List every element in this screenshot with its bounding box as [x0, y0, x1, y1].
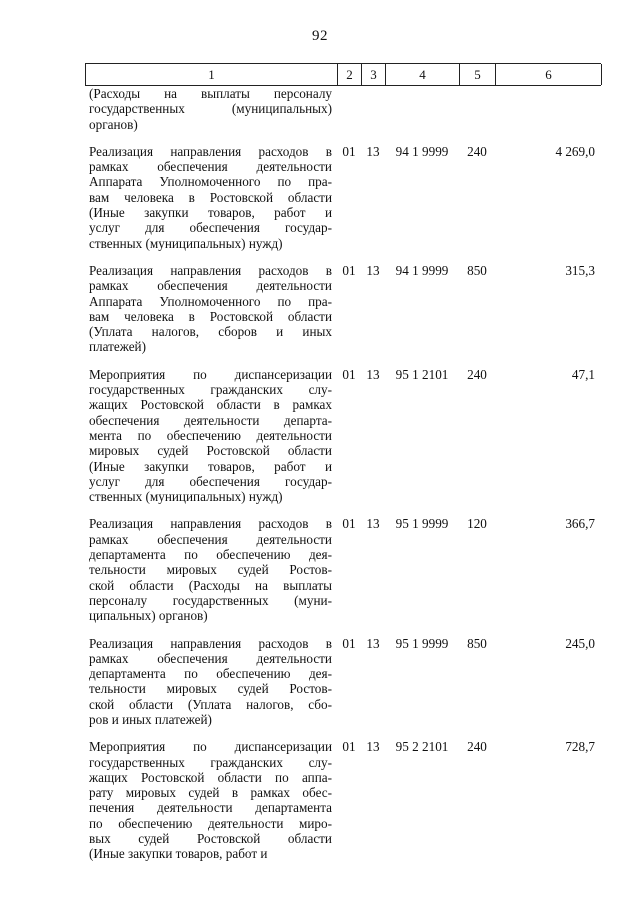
- description-line: Реализация направления расходов в: [89, 143, 332, 159]
- row-spacer: [85, 504, 601, 516]
- row-description: [85, 144, 337, 251]
- description-line: услуг для обеспечения государ-: [89, 473, 332, 489]
- amount: 47,1: [571, 366, 595, 382]
- description-line: жащих Ростовской области в рамках: [89, 397, 332, 413]
- target-article-code: 95 1 9999: [395, 516, 449, 532]
- column-header-2: 2: [338, 64, 362, 85]
- row-description: [85, 367, 337, 505]
- description-line: Мероприятия по диспансеризации: [89, 366, 332, 382]
- description-line: (Иные закупки товаров, работ и: [89, 205, 332, 221]
- expense-type-code: 240: [467, 143, 487, 159]
- description-line: Аппарата Уполномоченного по пра-: [89, 174, 332, 190]
- section-code: 01: [342, 366, 356, 382]
- target-article-code: 94 1 9999: [395, 143, 449, 159]
- description-line: Реализация направления расходов в: [89, 635, 332, 651]
- description-line: Реализация направления расходов в: [89, 262, 332, 278]
- section-code: 01: [342, 635, 356, 651]
- description-line: рамках обеспечения деятельности: [89, 159, 332, 175]
- section-code: 01: [342, 516, 356, 532]
- description-line: по обеспечению деятельности миро-: [89, 815, 332, 831]
- description-line: мента по обеспечению деятельности: [89, 427, 332, 443]
- description-line: рамках обеспечения деятельности: [89, 531, 332, 547]
- table-row: [85, 636, 601, 728]
- subsection-code: 13: [366, 739, 380, 755]
- description-line: (Расходы на выплаты персоналу: [89, 86, 332, 101]
- row-description: [85, 263, 337, 355]
- row-description: [85, 516, 337, 623]
- amount: 728,7: [565, 739, 595, 755]
- description-line: Реализация направления расходов в: [89, 516, 332, 532]
- table-row: [85, 263, 601, 355]
- expense-type-code: 120: [467, 516, 487, 532]
- description-line: печения деятельности департамента: [89, 800, 332, 816]
- description-line: органов): [89, 116, 138, 132]
- subsection-code: 13: [366, 516, 380, 532]
- expense-type-code: 850: [467, 262, 487, 278]
- table-header-row: [85, 63, 601, 86]
- description-line: государственных гражданских слу-: [89, 382, 332, 398]
- table-row: [85, 516, 601, 623]
- subsection-code: 13: [366, 262, 380, 278]
- expense-type-code: [459, 86, 495, 132]
- column-header-5: 5: [460, 64, 496, 85]
- expense-type-code: 240: [467, 366, 487, 382]
- description-line: департамента по обеспечению дея-: [89, 666, 332, 682]
- table-body: [85, 86, 601, 862]
- column-header-4: 4: [386, 64, 460, 85]
- row-spacer: [85, 624, 601, 636]
- row-spacer: [85, 251, 601, 263]
- description-line: государственных (муниципальных): [89, 101, 332, 117]
- description-line: вых судей Ростовской области: [89, 831, 332, 847]
- description-line: тельности мировых судей Ростов-: [89, 562, 332, 578]
- subsection-code: [361, 86, 385, 132]
- description-line: услуг для обеспечения государ-: [89, 220, 332, 236]
- column-header-1: 1: [86, 64, 338, 85]
- amount: 366,7: [565, 516, 595, 532]
- section-code: [337, 86, 361, 132]
- description-line: Мероприятия по диспансеризации: [89, 739, 332, 755]
- target-article-code: 95 1 2101: [395, 366, 449, 382]
- page-number: 92: [312, 28, 328, 44]
- table-row: [85, 86, 601, 132]
- description-line: (Иные закупки товаров, работ и: [89, 458, 332, 474]
- description-line: жащих Ростовской области по аппа-: [89, 769, 332, 785]
- table-row: [85, 144, 601, 251]
- column-header-3: 3: [362, 64, 386, 85]
- description-line: рамках обеспечения деятельности: [89, 278, 332, 294]
- description-line: персоналу государственных (муни-: [89, 592, 332, 608]
- description-line: платежей): [89, 339, 147, 355]
- amount: 4 269,0: [555, 143, 595, 159]
- description-line: департамента по обеспечению дея-: [89, 547, 332, 563]
- row-description: [85, 739, 337, 861]
- table-row: [85, 739, 601, 861]
- amount: 245,0: [565, 635, 595, 651]
- table-row: [85, 367, 601, 505]
- description-line: государственных гражданских слу-: [89, 754, 332, 770]
- description-line: Аппарата Уполномоченного по пра-: [89, 293, 332, 309]
- description-line: ров и иных платежей): [89, 711, 212, 727]
- description-line: ственных (муниципальных) нужд): [89, 235, 283, 251]
- column-header-6: 6: [496, 64, 602, 85]
- amount: 315,3: [565, 262, 595, 278]
- row-description: [85, 86, 337, 132]
- subsection-code: 13: [366, 366, 380, 382]
- row-spacer: [85, 132, 601, 144]
- description-line: (Иные закупки товаров, работ и: [89, 846, 268, 862]
- target-article-code: 94 1 9999: [395, 262, 449, 278]
- description-line: ципальных) органов): [89, 608, 208, 624]
- description-line: рату мировых судей в рамках обес-: [89, 785, 332, 801]
- section-code: 01: [342, 262, 356, 278]
- target-article-code: 95 2 2101: [395, 739, 449, 755]
- target-article-code: 95 1 9999: [395, 635, 449, 651]
- subsection-code: 13: [366, 635, 380, 651]
- description-line: (Уплата налогов, сборов и иных: [89, 324, 332, 340]
- description-line: обеспечения деятельности департа-: [89, 412, 332, 428]
- expense-type-code: 850: [467, 635, 487, 651]
- row-description: [85, 636, 337, 728]
- description-line: тельности мировых судей Ростов-: [89, 681, 332, 697]
- description-line: рамках обеспечения деятельности: [89, 650, 332, 666]
- row-spacer: [85, 355, 601, 367]
- expense-type-code: 240: [467, 739, 487, 755]
- row-spacer: [85, 727, 601, 739]
- target-article-code: [385, 86, 459, 132]
- description-line: мировых судей Ростовской области: [89, 443, 332, 459]
- description-line: ской области (Расходы на выплаты: [89, 577, 332, 593]
- description-line: вам человека в Ростовской области: [89, 308, 332, 324]
- amount: [495, 86, 601, 132]
- description-line: ственных (муниципальных) нужд): [89, 489, 283, 505]
- description-line: вам человека в Ростовской области: [89, 189, 332, 205]
- section-code: 01: [342, 143, 356, 159]
- description-line: ской области (Уплата налогов, сбо-: [89, 696, 332, 712]
- subsection-code: 13: [366, 143, 380, 159]
- section-code: 01: [342, 739, 356, 755]
- budget-table: [85, 63, 601, 862]
